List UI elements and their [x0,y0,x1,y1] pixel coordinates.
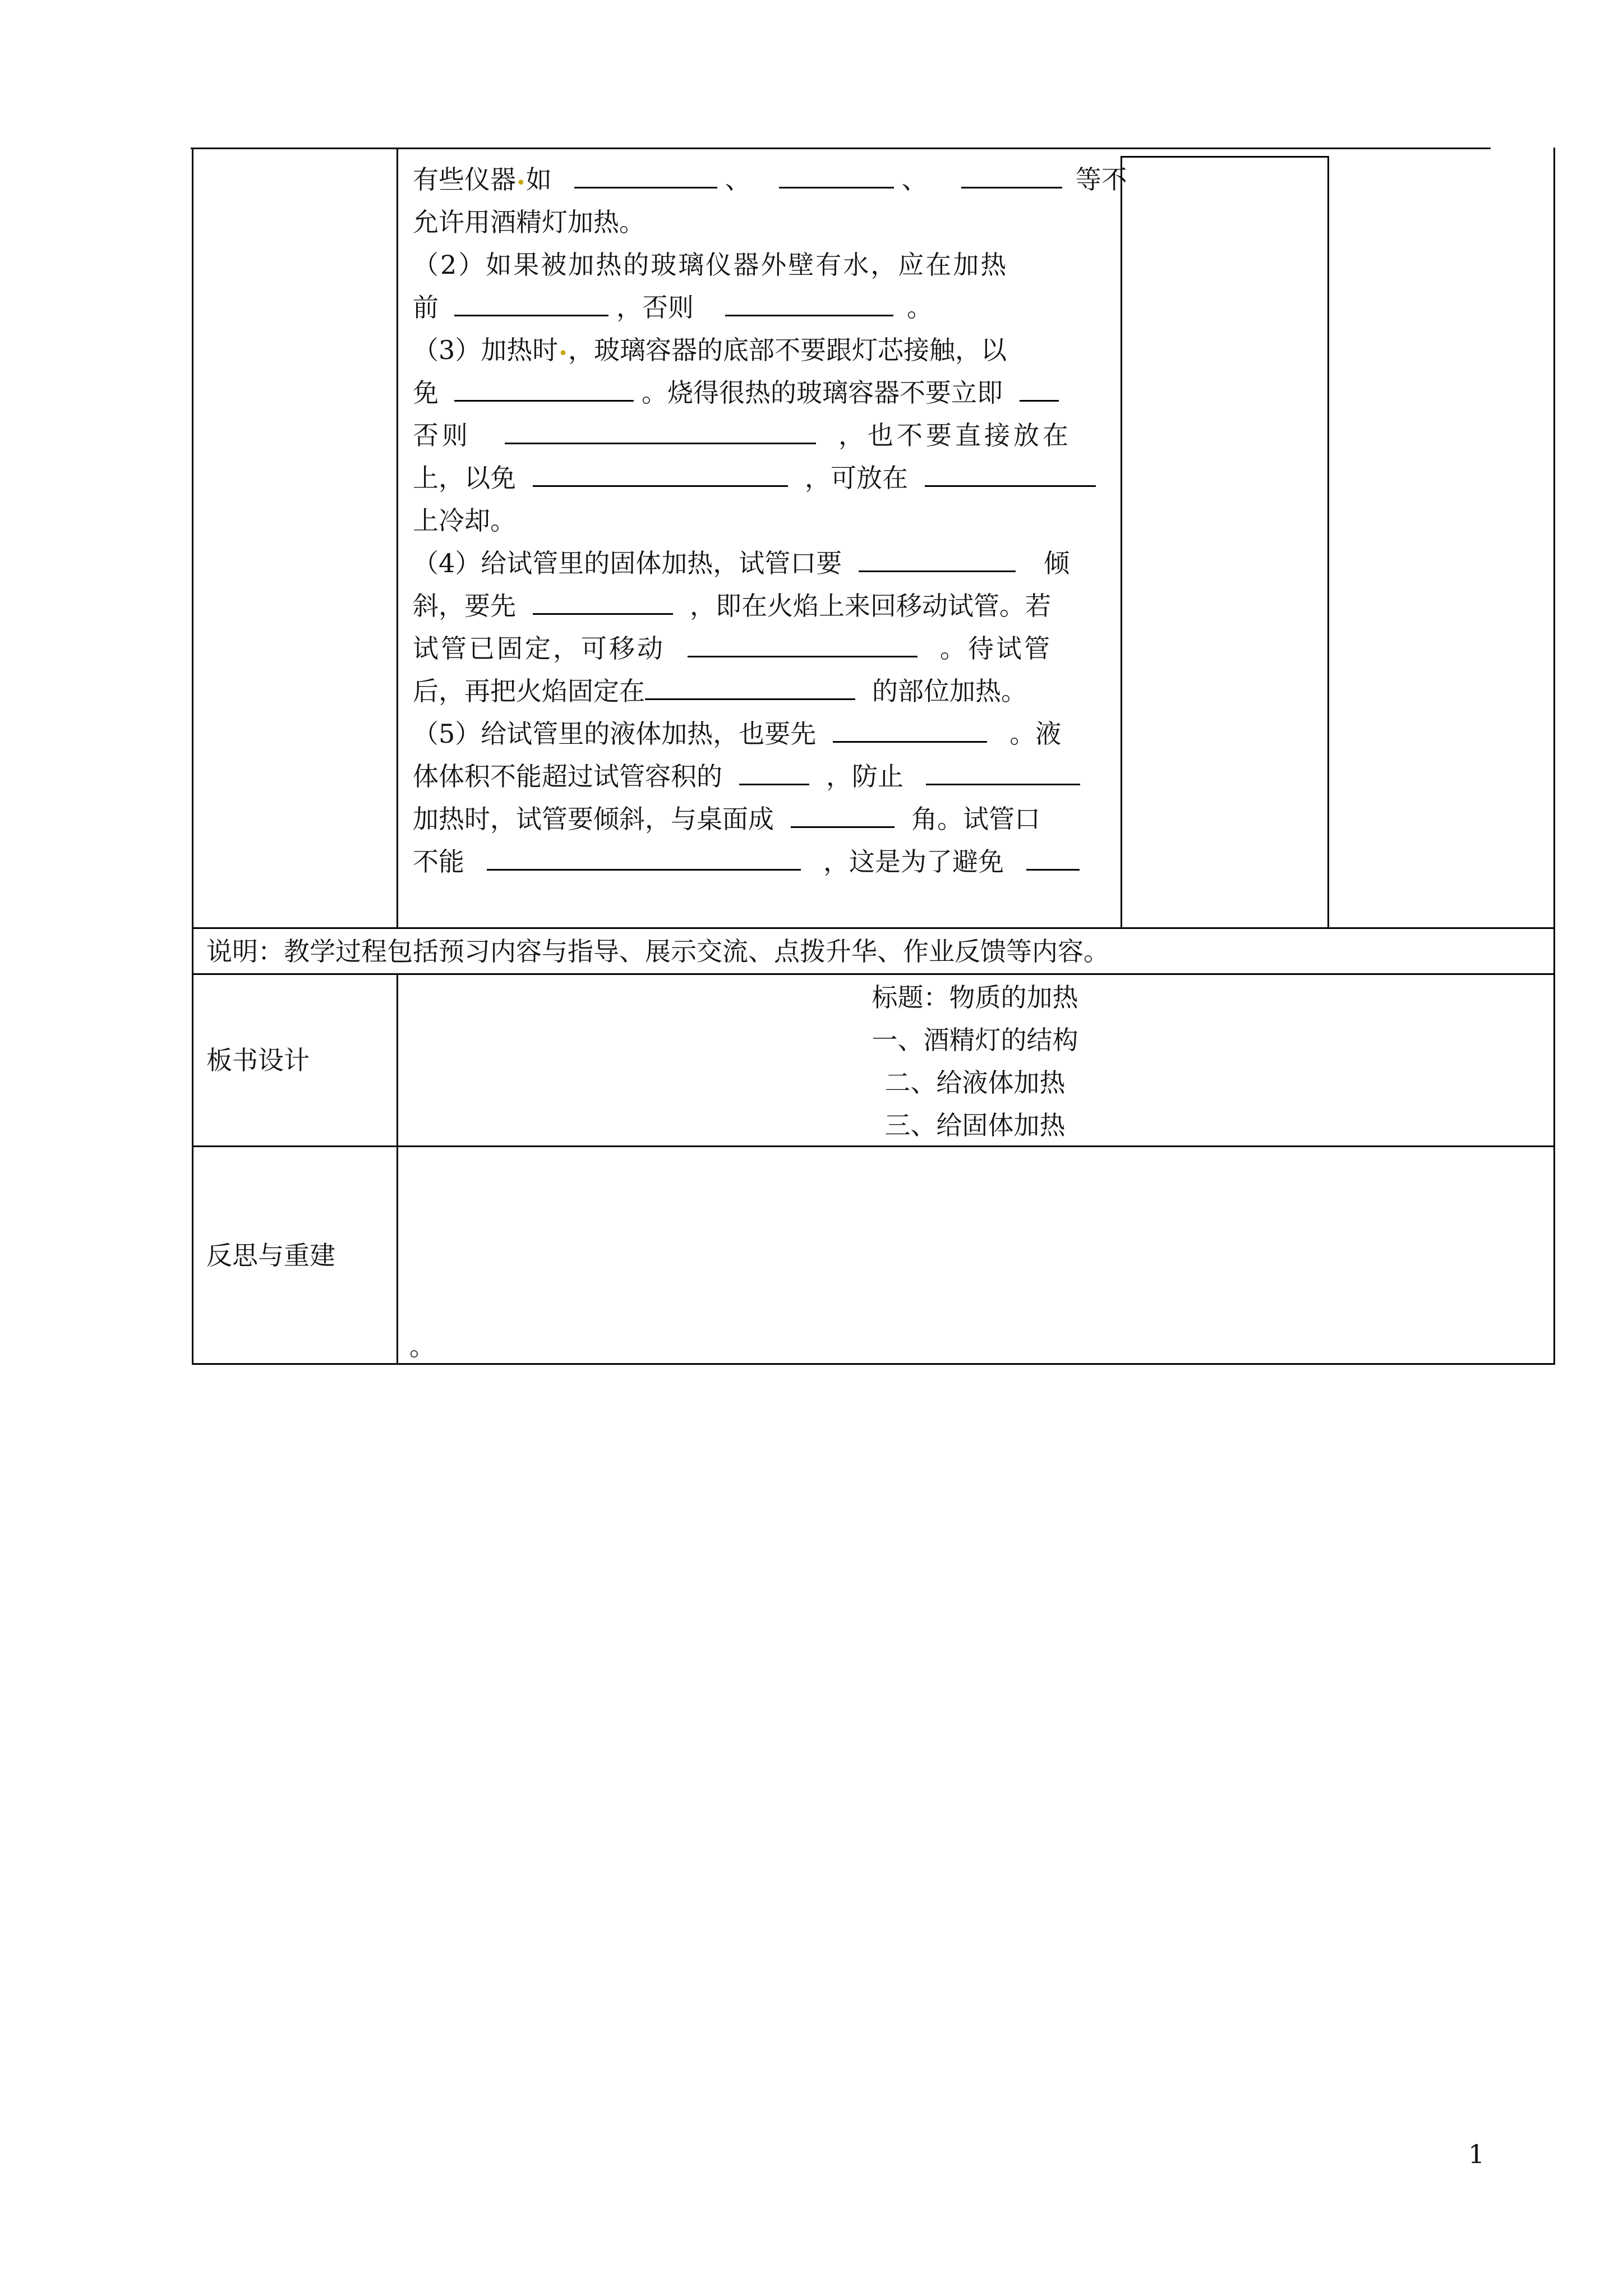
fill-blank[interactable] [454,374,634,402]
line-text: （3）加热时 [413,335,559,365]
top-rule [191,148,1491,149]
table-border-left [192,148,193,1365]
line-4 [413,286,933,329]
line-text: 后，再把火焰固定在 [413,676,645,706]
line-6 [413,371,1067,414]
table-col-divider-3 [1327,156,1329,929]
fill-blank[interactable] [925,459,1096,487]
fill-blank[interactable] [926,758,1080,785]
line-text: 角。试管口 [911,804,1040,834]
fill-blank[interactable] [454,289,608,316]
board-item-3: 三、给固体加热 [884,1110,1066,1140]
line-text: 、 [725,164,751,195]
fill-blank[interactable] [859,545,1016,572]
line-text: 不能 [413,846,464,877]
line-text: 加热时，试管要倾斜，与桌面成 [413,804,774,834]
line-text: （2）如果被加热的玻璃仪器外壁有水，应在加热 [413,250,1008,280]
line-text: 倾 [1044,548,1070,578]
reflect-label: 反思与重建 [206,1240,335,1271]
fill-blank[interactable] [833,715,987,743]
line-text: 试管已固定，可移动 [413,633,665,664]
dot-mark: • [516,173,526,193]
line-16 [413,798,1040,840]
fill-blank[interactable] [961,161,1062,188]
line-text: 有些仪器 [413,164,516,195]
row-line-4 [192,1363,1555,1365]
line-text: ，也不要直接放在 [838,420,1072,450]
line-text: 免 [413,378,439,408]
fill-blank[interactable] [688,630,917,657]
line-13 [413,670,1027,712]
line-1 [413,158,1127,205]
line-10 [413,542,1069,585]
fill-blank[interactable] [1020,374,1059,402]
note-text: 说明：教学过程包括预习内容与指导、展示交流、点拨升华、作业反馈等内容。 [206,936,1109,967]
line-text: 等不 [1075,164,1127,195]
line-text: 允许用酒精灯加热。 [413,207,645,237]
line-14 [413,712,1061,755]
line-text: 的部位加热。 [872,676,1027,706]
row-line-2 [192,973,1555,975]
line-12 [413,627,1052,670]
line-5 [413,329,1007,375]
line-2 [413,201,645,243]
line-text: 。液 [1009,719,1062,749]
fill-blank[interactable] [645,673,855,700]
table-col-divider-2 [1121,156,1122,929]
board-title: 标题：物质的加热 [872,982,1078,1013]
fill-blank[interactable] [791,800,895,828]
table-col-divider-1 [396,148,398,927]
fill-blank[interactable] [574,161,717,188]
fill-blank[interactable] [1026,843,1080,871]
line-9 [413,499,516,542]
line-text: 上，以免 [413,463,516,493]
line-15 [413,755,1080,798]
line-7 [413,414,1072,457]
line-8 [413,457,1096,499]
line-text: 、 [901,164,928,195]
fill-blank[interactable] [739,758,809,785]
line-text: 。烧得很热的玻璃容器不要立即 [642,378,1003,408]
line-text: 。待试管 [940,633,1052,664]
table-border-right [1553,148,1555,1365]
inner-box-top [1121,156,1329,158]
page-number: 1 [1468,2139,1485,2169]
line-text: 斜，要先 [413,591,516,621]
line-3 [413,243,1008,286]
line-text: （4）给试管里的固体加热，试管口要 [413,548,842,578]
line-text: 上冷却。 [413,505,516,536]
line-text: ，可放在 [805,463,908,493]
fill-blank[interactable] [779,161,894,188]
line-text: ，即在火焰上来回移动试管。若 [690,591,1051,621]
fill-blank[interactable] [533,587,673,615]
fill-blank[interactable] [505,417,816,444]
line-text: 体体积不能超过试管容积的 [413,761,722,792]
line-11 [413,585,1051,627]
board-label: 板书设计 [206,1045,310,1075]
line-text: 否则 [413,420,471,450]
fill-blank[interactable] [725,289,893,316]
reflect-end-mark: 。 [409,1331,435,1361]
board-item-1: 一、酒精灯的结构 [872,1025,1078,1055]
row-line-1 [192,927,1555,929]
board-item-2: 二、给液体加热 [884,1068,1066,1098]
line-text: ，否则 [616,292,694,323]
line-text: ，玻璃容器的底部不要跟灯芯接触，以 [568,335,1007,365]
line-text: ，这是为了避免 [823,846,1004,877]
line-text: 前 [413,292,439,323]
line-text: 如 [525,164,552,195]
fill-blank[interactable] [533,459,788,487]
fill-blank[interactable] [487,843,801,871]
dot-mark: • [558,344,568,364]
line-text: （5）给试管里的液体加热，也要先 [413,719,817,749]
line-text: 。 [907,292,933,323]
line-17 [413,840,1080,883]
line-text: ，防止 [826,761,903,792]
